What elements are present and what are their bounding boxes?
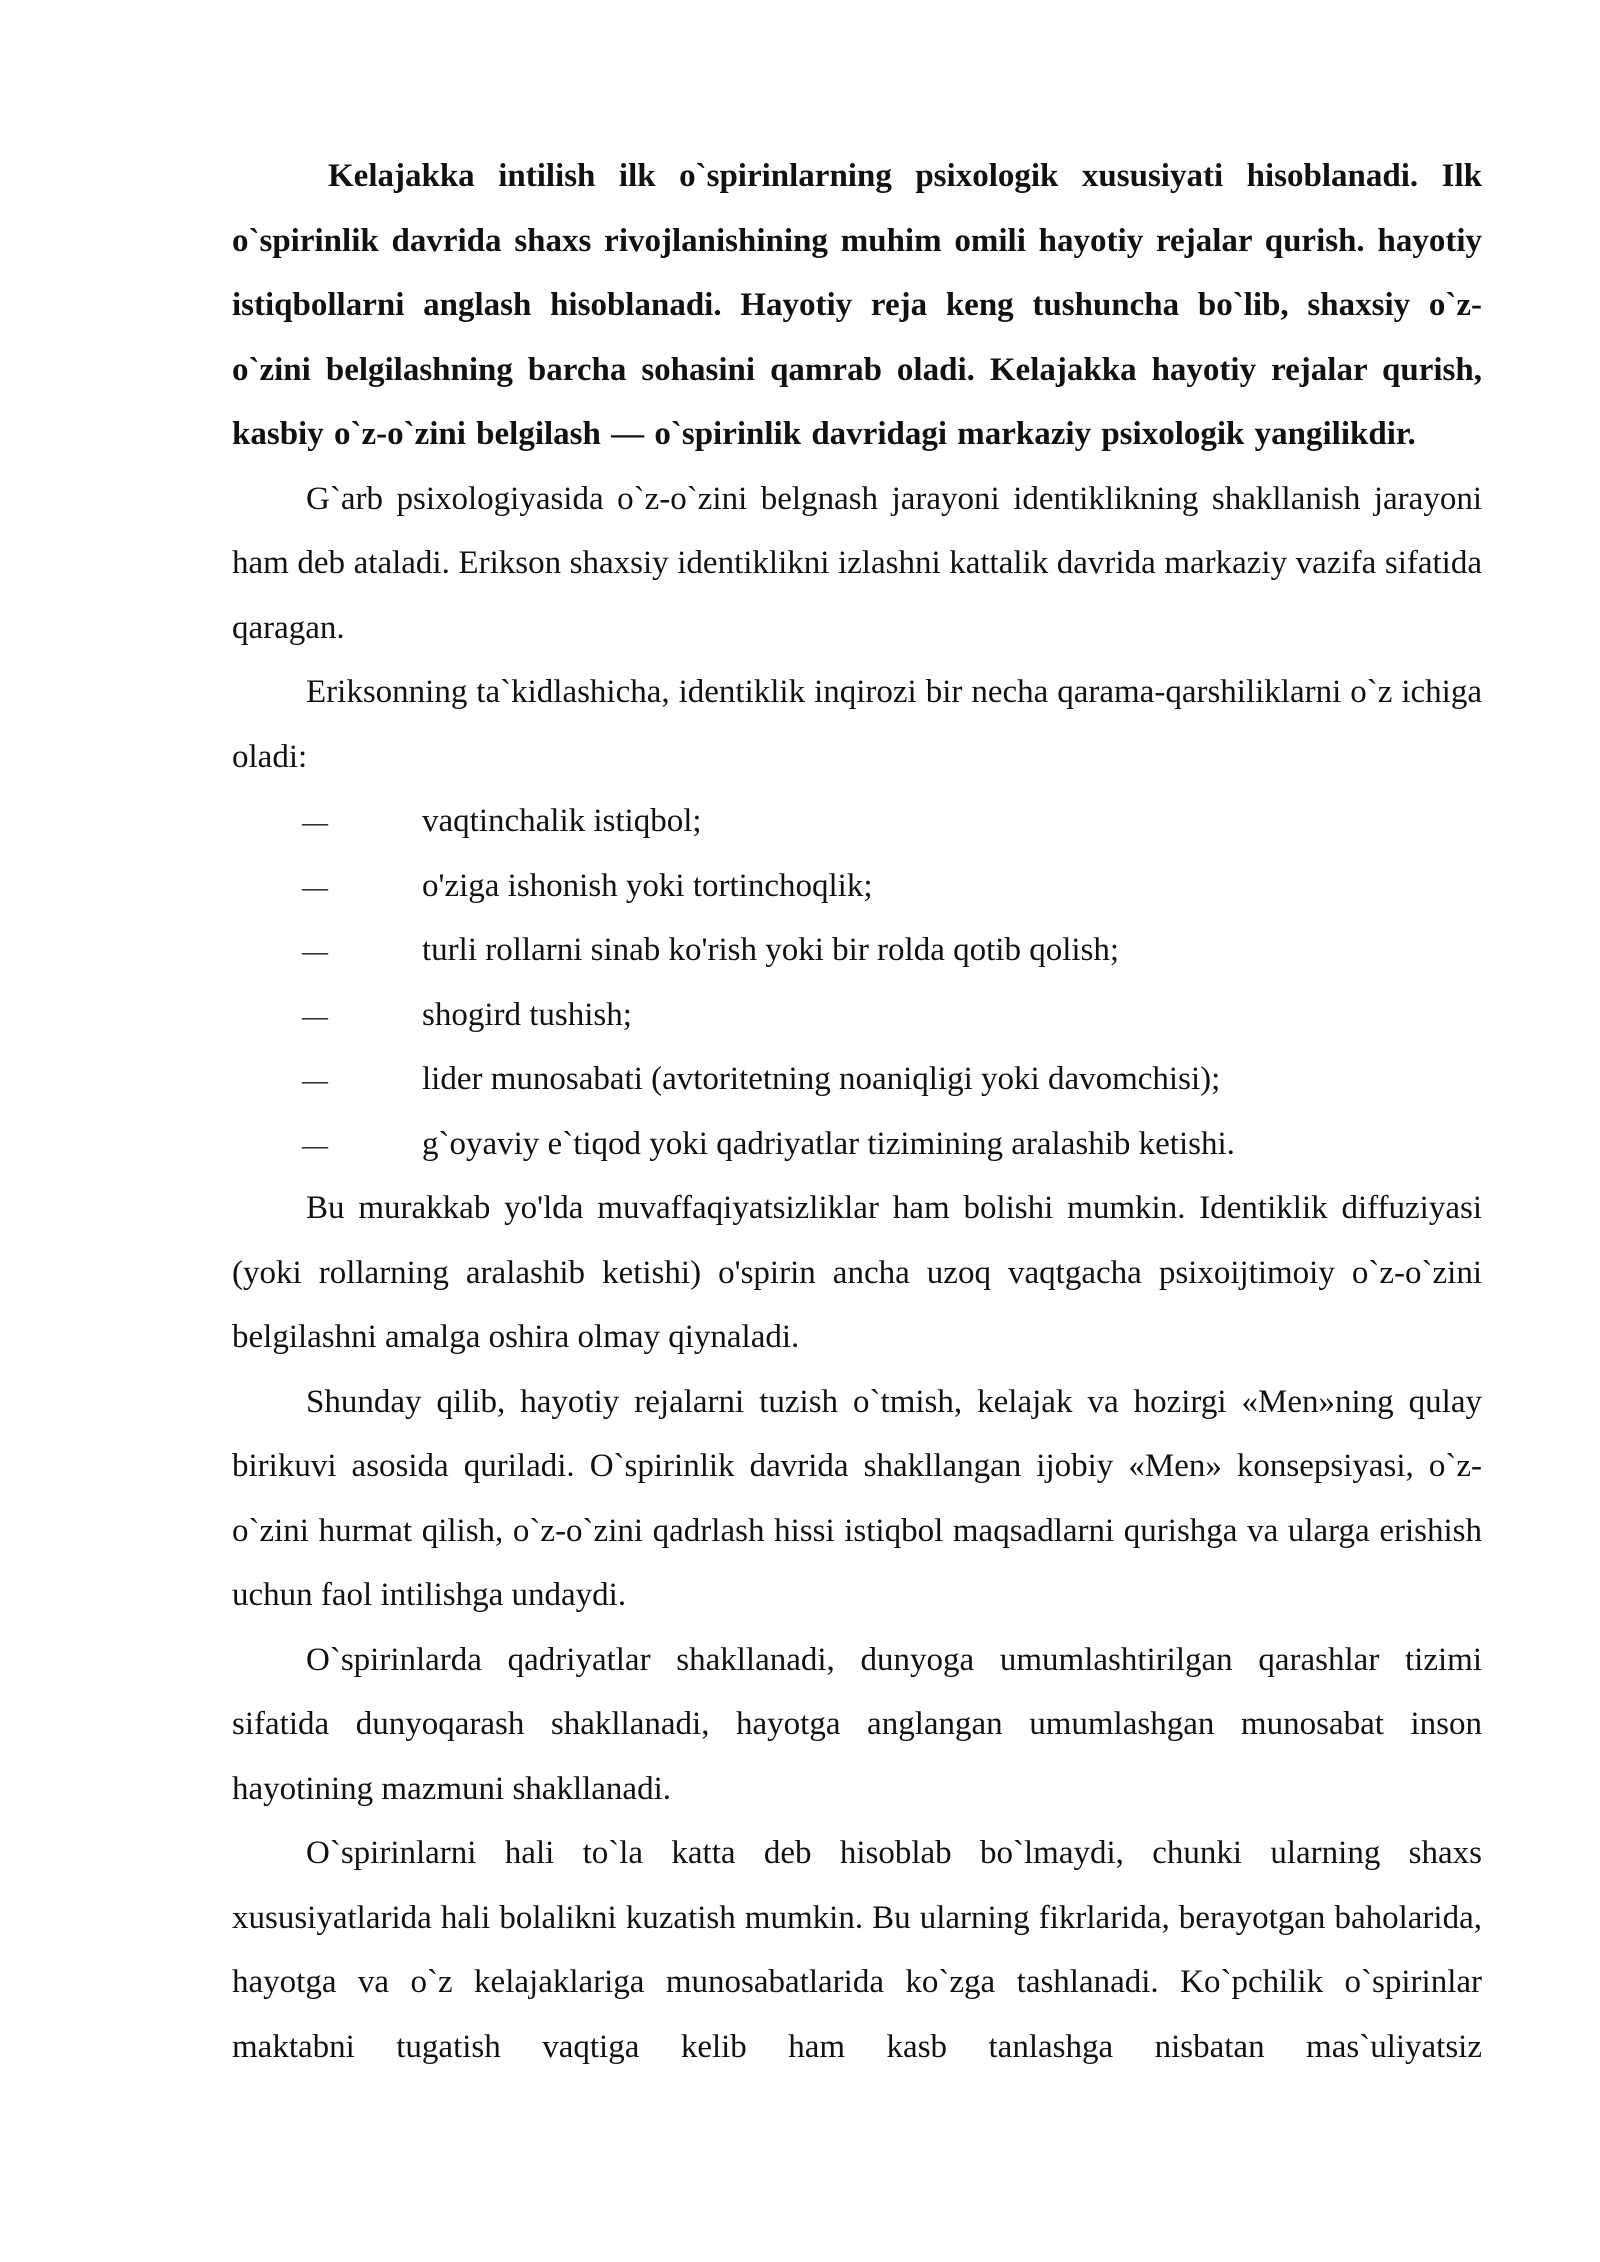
paragraph-erikson-crisis: Eriksonning ta`kidlashicha, identiklik inqirozi bir necha qarama-qarshiliklarni o`z ichiga oladi: xyxy=(232,674,1482,775)
paragraph-values: O`spirinlarda qadriyatlar shakllanadi, dunyoga umumlashtirilgan qarashlar tizimi sifatida dunyoqarash shakllanadi, hayotga anglangan umumlashgan munosabat inson hayotining mazmuni shakllanadi. xyxy=(232,1641,1482,1807)
list-item xyxy=(232,983,1482,1048)
list-item xyxy=(232,1047,1482,1112)
dash-marker: — xyxy=(302,1130,328,1160)
dash-marker: — xyxy=(302,1066,328,1095)
document-body xyxy=(232,144,1482,2079)
list-item-text: g`oyaviy e`tiqod yoki qadriyatlar tizimining aralashib ketishi. xyxy=(422,1125,1235,1162)
paragraph-failures: Bu murakkab yo'lda muvaffaqiyatsizliklar ham bolishi mumkin. Identiklik diffuziyasi (yoki rollarning aralashib ketishi) o'spirin ancha uzoq vaqtgacha psixoijtimoiy o`z-o`zini belgilashni amalga oshira olmay qiynaladi. xyxy=(232,1190,1482,1355)
dash-marker: — xyxy=(302,1001,328,1031)
dash-marker: — xyxy=(302,872,328,902)
list-item-text: vaqtinchalik istiqbol; xyxy=(422,803,702,839)
list-item-text: lider munosabati (avtoritetning noaniqligi yoki davomchisi); xyxy=(422,1061,1221,1097)
paragraph-identity-process: G`arb psixologiyasida o`z-o`zini belgnash jarayoni identiklikning shakllanish jarayoni ham deb ataladi. Erikson shaxsiy identiklikni izlashni kattalik davrida markaziy vazifa sifatida qaragan. xyxy=(232,480,1482,646)
paragraph-life-plans: Shunday qilib, hayotiy rejalarni tuzish o`tmish, kelajak va hozirgi «Men»ning qulay birikuvi asosida quriladi. O`spirinlik davrida shakllangan ijobiy «Men» konsepsiyasi, o`z-o`zini hurmat qilish, o`z-o`zini qadrlash hissi istiqbol maqsadlarni qurishga va ularga erishish uchun faol intilishga undaydi. xyxy=(232,1383,1482,1613)
paragraph-adolescents: O`spirinlarni hali to`la katta deb hisoblab bo`lmaydi, chunki ularning shaxs xususiyatlarida hali bolalikni kuzatish mumkin. Bu ularning fikrlarida, berayotgan baholarida, hayotga va o`z kelajaklariga munosabatlarida ko`zga tashlanadi. Ko`pchilik o`spirinlar maktabni tugatish vaqtiga kelib ham kasb tanlashga nisbatan mas`uliyatsiz xyxy=(232,1835,1482,2065)
dash-marker: — xyxy=(302,808,328,837)
list-item xyxy=(232,918,1482,983)
contradictions-list xyxy=(232,789,1482,1176)
list-item xyxy=(232,1112,1482,1177)
list-item-text: turli rollarni sinab ko'rish yoki bir rolda qotib qolish; xyxy=(422,932,1120,968)
dash-marker: — xyxy=(302,937,328,966)
list-item-text: o'ziga ishonish yoki tortinchoqlik; xyxy=(422,867,873,904)
list-item xyxy=(232,854,1482,919)
intro-paragraph: Kelajakka intilish ilk o`spirinlarning psixologik xususiyati hisoblanadi. Ilk o`spirinlik davrida shaxs rivojlanishining muhim omili hayotiy rejalar qurish. hayotiy istiqbollarni anglash hisoblanadi. Hayotiy reja keng tushuncha bo`lib, shaxsiy o`z-o`zini belgilashning barcha sohasini qamrab oladi. Kelajakka hayotiy rejalar qurish, kasbiy o`z-o`zini belgilash — o`spirinlik davridagi markaziy psixologik yangilikdir. xyxy=(232,158,1482,452)
list-item-text: shogird tushish; xyxy=(422,996,632,1033)
list-item xyxy=(232,789,1482,854)
